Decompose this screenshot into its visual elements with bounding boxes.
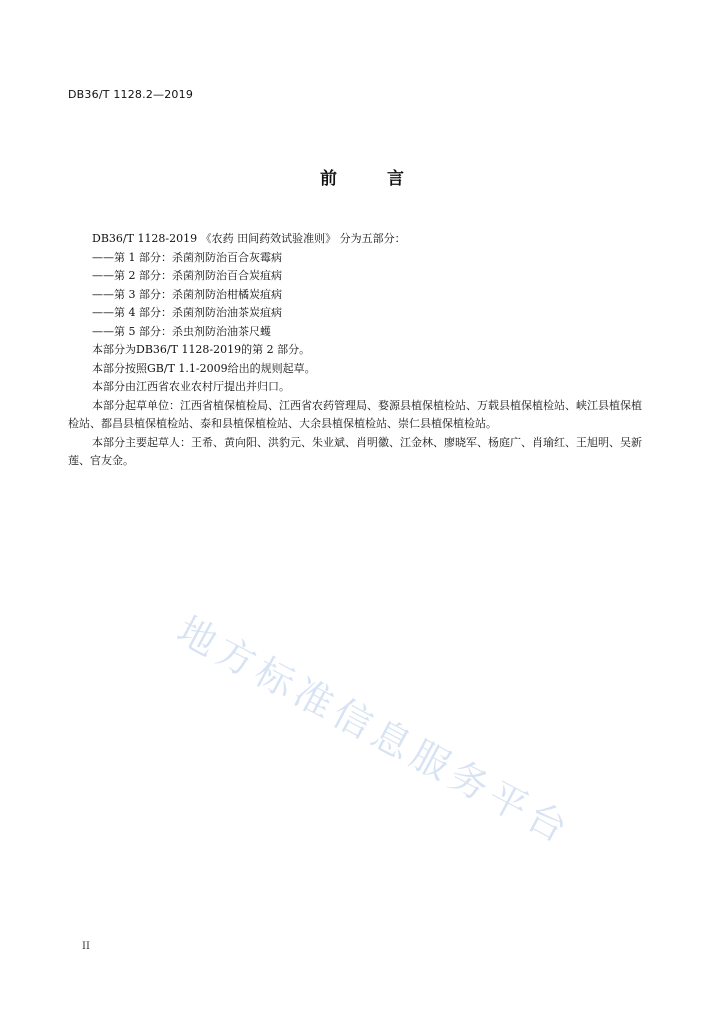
intro-paragraph: DB36/T 1128-2019 《农药 田间药效试验准则》 分为五部分：	[92, 232, 406, 245]
page-number: II	[82, 941, 90, 952]
part-list-item-1: ——第 1 部分：杀菌剂防治百合灰霉病	[92, 250, 282, 264]
document-code: DB36/T 1128.2—2019	[68, 88, 194, 101]
drafting-rules-paragraph: 本部分按照GB/T 1.1-2009给出的规则起草。	[92, 361, 316, 375]
part-list-item-5: ——第 5 部分：杀虫剂防治油茶尺蠖	[92, 324, 271, 338]
document-body	[68, 230, 648, 471]
page-title: 前 言	[320, 169, 426, 189]
proposer-paragraph: 本部分由江西省农业农村厅提出并归口。	[92, 380, 290, 393]
part-list-item-4: ——第 4 部分：杀菌剂防治油茶炭疽病	[92, 306, 282, 319]
drafters-paragraph: 本部分主要起草人：王希、黄向阳、洪豹元、朱业斌、肖明徽、江金林、廖晓军、杨庭广、肖瑜红、王旭明、吴新莲、官友金。	[68, 435, 642, 467]
part-list-item-2: ——第 2 部分：杀菌剂防治百合炭疽病	[92, 269, 282, 282]
part-list-item-3: ——第 3 部分：杀菌剂防治柑橘炭疽病	[92, 287, 282, 301]
watermark-text: 地方标准信息服务平台	[170, 607, 580, 854]
drafting-units-paragraph: 本部分起草单位：江西省植保植检局、江西省农药管理局、婺源县植保植检站、万载县植保植检站、峡江县植保植检站、都昌县植保植检站、泰和县植保植检站、大余县植保植检站、崇仁县植保植检站。	[68, 398, 642, 430]
part-statement-paragraph: 本部分为DB36/T 1128-2019的第 2 部分。	[92, 343, 311, 356]
